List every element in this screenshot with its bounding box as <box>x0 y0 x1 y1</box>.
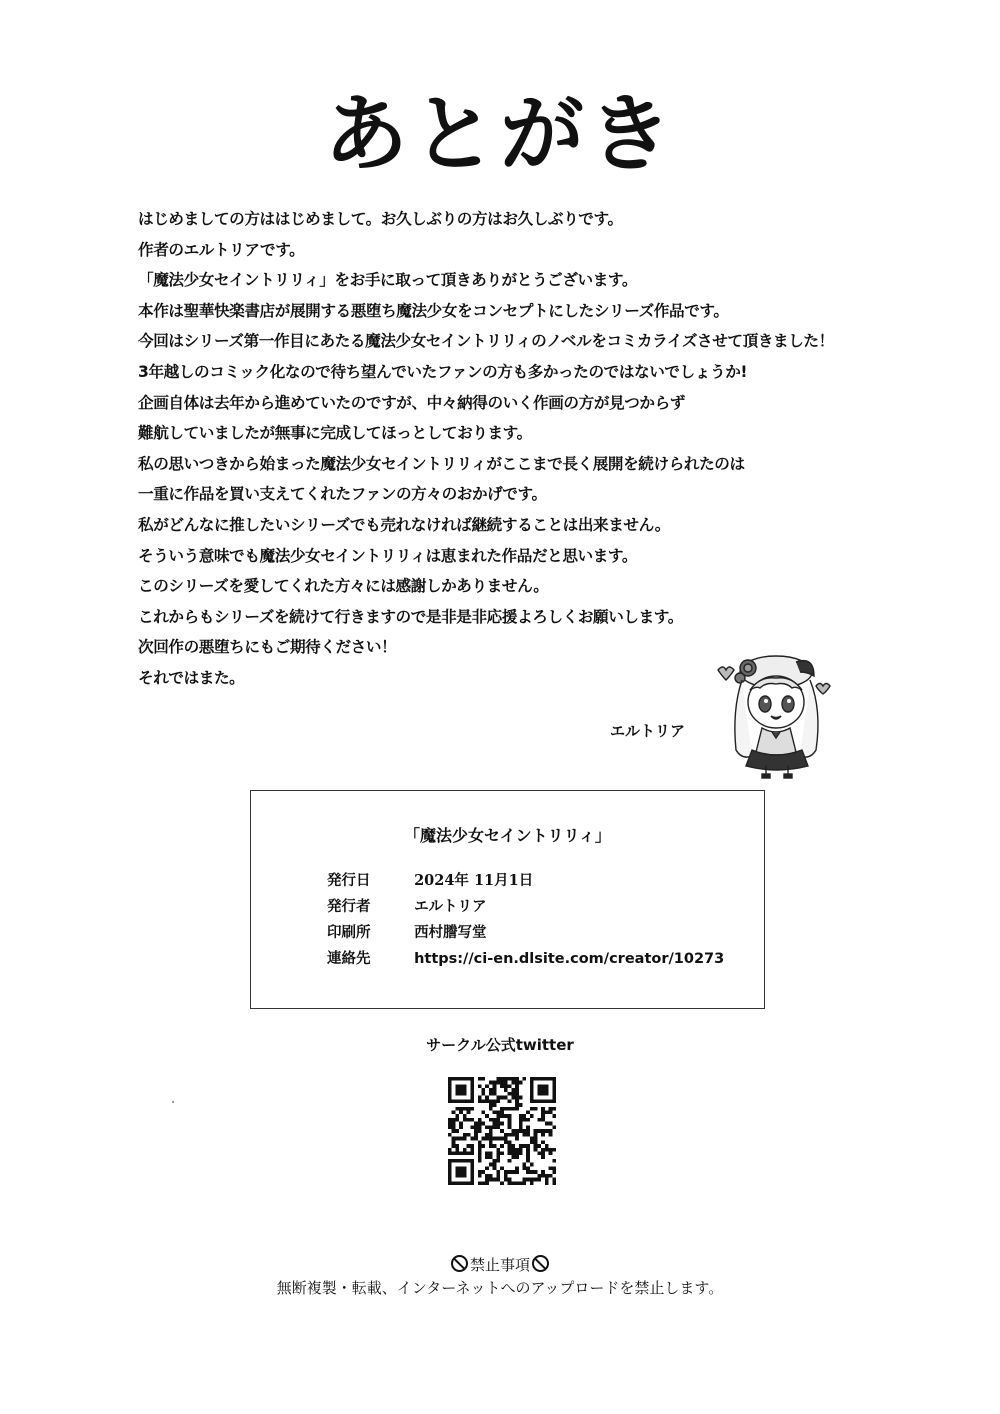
body-line: このシリーズを愛してくれた方々には感謝しかありません。 <box>138 577 549 596</box>
notice-title: 禁止事項 <box>469 1256 530 1274</box>
notice-text: 無断複製・転載、インターネットへのアップロードを禁止します。 <box>276 1279 724 1297</box>
colophon-row-publisher <box>327 895 487 916</box>
notice-heading <box>0 1254 1000 1275</box>
contact-url: https://ci-en.dlsite.com/creator/10273 <box>414 951 725 967</box>
afterword-body <box>138 204 918 694</box>
colophon-row-printer <box>327 921 487 942</box>
colophon-title: 「魔法少女セイントリリィ」 <box>404 826 611 845</box>
body-line: はじめましての方ははじめまして。お久しぶりの方はお久しぶりです。 <box>138 210 623 228</box>
colophon-value: エルトリア <box>414 899 487 915</box>
prohibited-icon <box>451 1255 468 1272</box>
colophon-label: 発行日 <box>327 873 371 889</box>
colophon-row-contact <box>327 947 724 968</box>
stray-dot <box>172 1101 174 1103</box>
colophon-label: 発行者 <box>327 899 371 915</box>
colophon-box <box>250 790 765 1009</box>
twitter-qr-code <box>448 1077 556 1185</box>
colophon-row-publish-date <box>327 869 533 890</box>
body-line: 一重に作品を買い支えてくれたファンの方々のおかげです。 <box>138 485 547 504</box>
colophon-label: 印刷所 <box>327 925 371 941</box>
body-line: 「魔法少女セイントリリィ」をお手に取って頂きありがとうございます。 <box>138 271 638 290</box>
body-line: 今回はシリーズ第一作目にあたる魔法少女セイントリリィのノベルをコミカライズさせて頂きました！ <box>138 332 834 351</box>
twitter-label: サークル公式twitter <box>426 1036 574 1054</box>
body-line: そういう意味でも魔法少女セイントリリィは恵まれた作品だと思います。 <box>138 546 638 565</box>
prohibited-icon <box>532 1255 549 1272</box>
body-line: 次回作の悪堕ちにもご期待ください！ <box>138 638 397 657</box>
colophon-value: 2024年 11月1日 <box>414 872 534 889</box>
body-line: 本作は聖華快楽書店が展開する悪堕ち魔法少女をコンセプトにしたシリーズ作品です。 <box>138 301 729 320</box>
chibi-character-illustration <box>708 640 838 780</box>
body-line: それではまた。 <box>138 668 245 687</box>
body-line: 難航していましたが無事に完成してほっとしております。 <box>138 424 532 443</box>
colophon-value: 西村謄写堂 <box>414 925 487 941</box>
body-line: 作者のエルトリアです。 <box>138 240 305 259</box>
body-line: 企画自体は去年から進めていたのですが、中々納得のいく作画の方が見つからず <box>138 393 685 412</box>
body-line: 私の思いつきから始まった魔法少女セイントリリィがここまで長く展開を続けられたのは <box>138 454 745 473</box>
body-line: これからもシリーズを続けて行きますので是非是非応援よろしくお願いします。 <box>138 607 683 626</box>
page-title: あとがき <box>323 84 676 183</box>
colophon-label: 連絡先 <box>327 951 371 967</box>
body-line: 3年越しのコミック化なので待ち望んでいたファンの方も多かったのではないでしょうか! <box>138 362 748 381</box>
body-line: 私がどんなに推したいシリーズでも売れなければ継続することは出来ません。 <box>138 515 670 534</box>
author-signature: エルトリア <box>610 722 686 740</box>
